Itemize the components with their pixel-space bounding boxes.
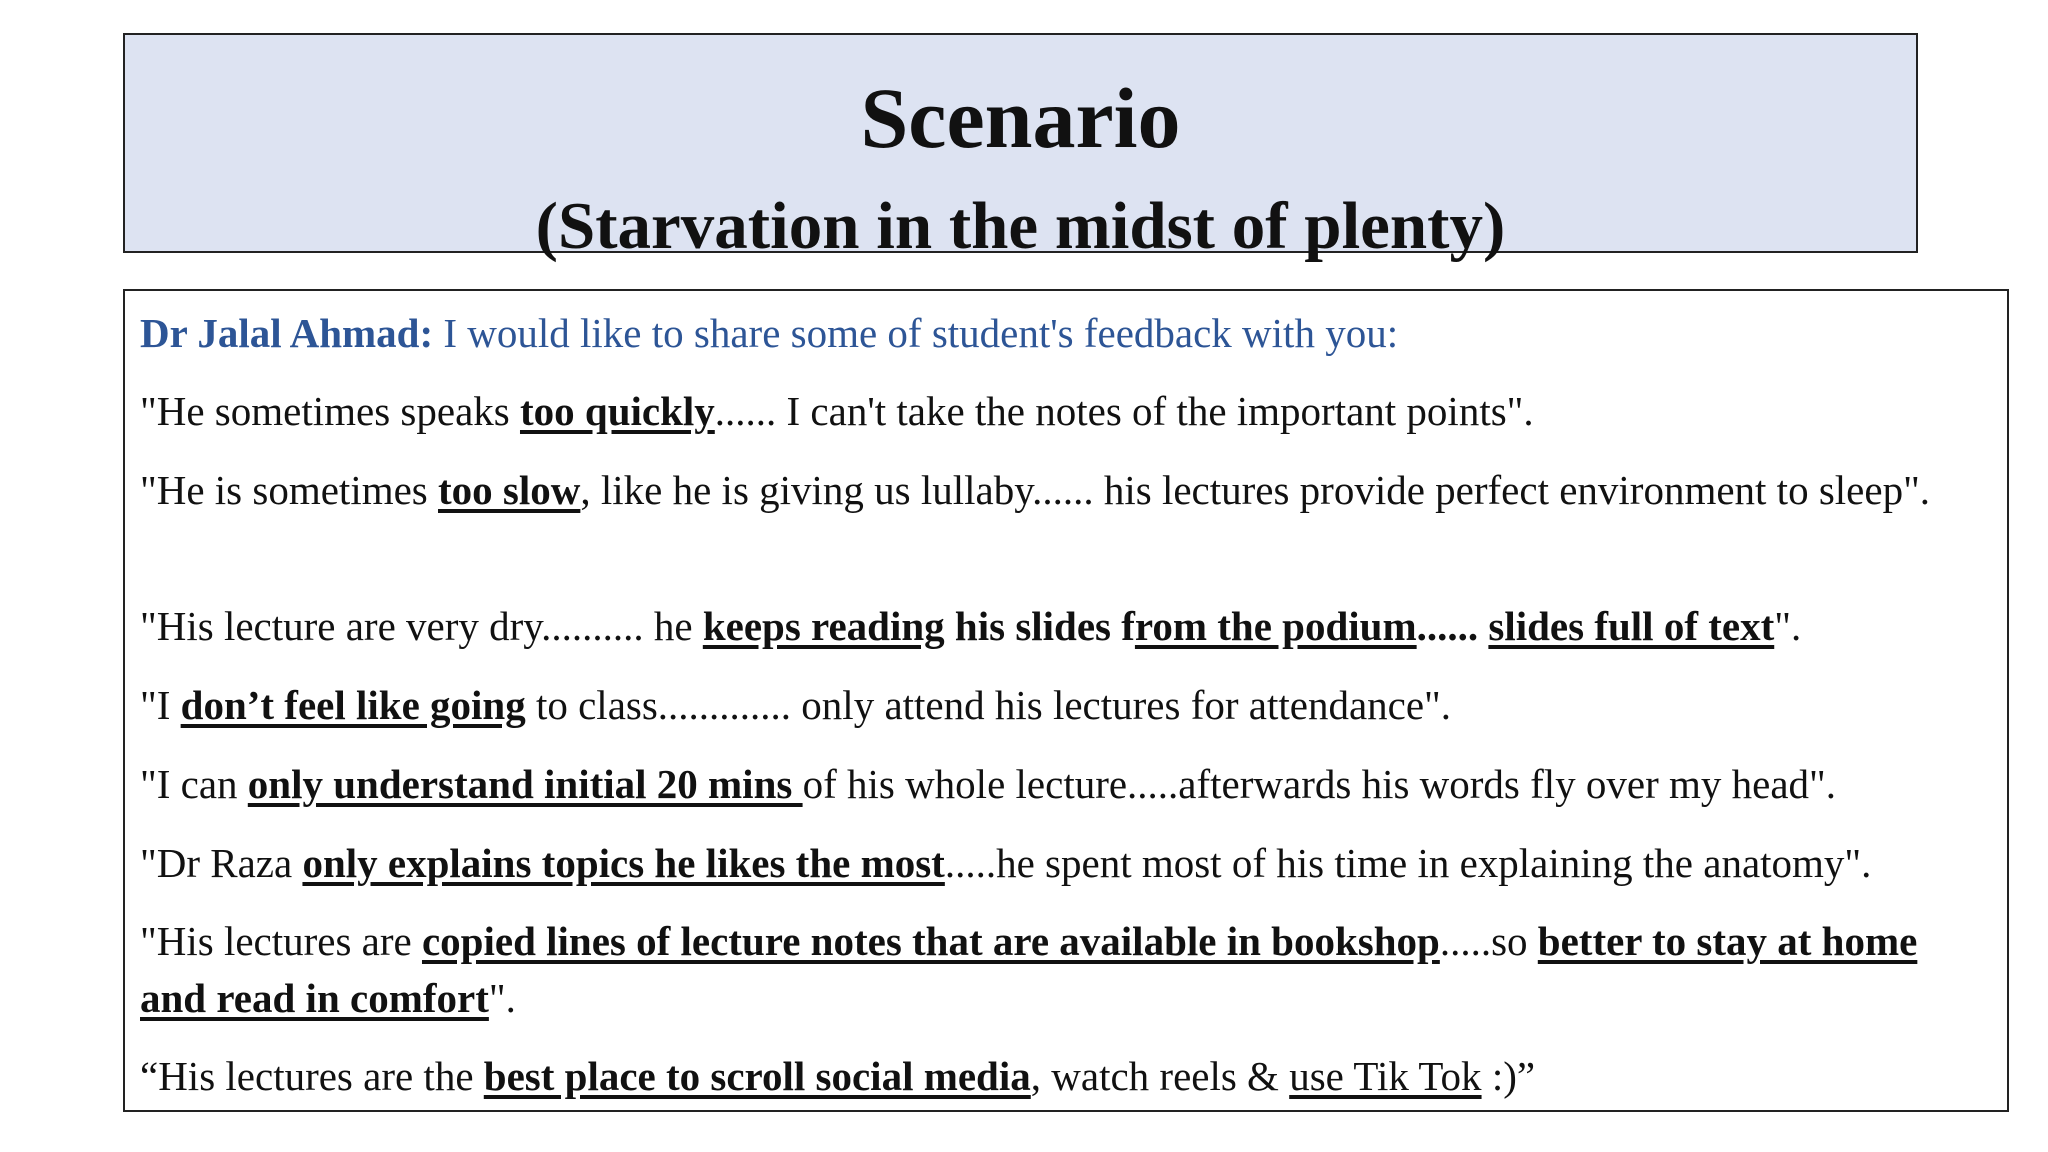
quote-text: "Dr Raza	[140, 840, 303, 886]
feedback-quote-5	[140, 756, 1990, 813]
quote-text: "He is sometimes	[140, 467, 439, 513]
quote-text: , like he is giving us lullaby...... his lectures provide perfect environment to sleep".	[580, 467, 1931, 513]
quote-text: ".	[488, 975, 516, 1021]
intro-text: I would like to share some of student's feedback with you:	[433, 310, 1399, 356]
feedback-quote-4	[140, 677, 1990, 734]
feedback-quote-3	[140, 598, 1990, 655]
feedback-quote-8	[140, 1048, 1990, 1105]
quote-text: "His lecture are very dry.......... he	[140, 603, 703, 649]
speaker-name: Dr Jalal Ahmad:	[140, 310, 434, 356]
slide-subtitle: (Starvation in the midst of plenty)	[535, 189, 1506, 263]
quote-bold: ......	[1416, 603, 1479, 649]
quote-emphasis: best place to scroll social media	[483, 1053, 1031, 1099]
quote-emphasis: don’t feel like going	[180, 682, 526, 728]
quote-emphasis: copied lines of lecture notes that are available in bookshop	[421, 918, 1440, 964]
quote-text: ...... I can't take the notes of the important points".	[714, 388, 1534, 434]
quote-emphasis: keeps reading	[702, 603, 945, 649]
quote-text: , watch reels &	[1030, 1053, 1290, 1099]
feedback-quote-6	[140, 835, 1990, 892]
speaker-intro	[140, 310, 1398, 356]
quote-emphasis: too quickly	[519, 388, 715, 434]
intro-line	[140, 305, 1990, 362]
quote-text: of his whole lecture.....afterwards his words fly over my head".	[802, 761, 1837, 807]
quote-text: ".	[1774, 603, 1802, 649]
quote-emphasis: slides full of text	[1488, 603, 1775, 649]
quote-text: to class............. only attend his lectures for attendance".	[525, 682, 1452, 728]
quote-text: "I can	[140, 761, 248, 807]
title-box	[123, 33, 1918, 263]
quote-emphasis: only understand initial 20 mins	[247, 761, 803, 807]
quote-text: .....he spent most of his time in explaining the anatomy".	[944, 840, 1872, 886]
quote-text: .....so	[1439, 918, 1538, 964]
quote-emphasis: rom the podium	[1134, 603, 1417, 649]
quote-emphasis: too slow	[438, 467, 581, 513]
feedback-quote-2	[140, 462, 1990, 519]
quote-underline: use Tik Tok	[1289, 1053, 1482, 1099]
feedback-quote-1	[140, 383, 1990, 440]
quote-bold: his slides f	[944, 603, 1135, 649]
quote-text: "I	[140, 682, 181, 728]
feedback-box	[123, 289, 2009, 1112]
quote-text: "He sometimes speaks	[140, 388, 520, 434]
feedback-quote-7	[140, 913, 1990, 1027]
quote-emphasis: better to stay at home and read in comfort	[140, 918, 1918, 1021]
quote-text: “His lectures are the	[140, 1053, 484, 1099]
quote-emphasis: only explains topics he likes the most	[302, 840, 945, 886]
quote-text: "His lectures are	[140, 918, 422, 964]
quote-text: :)”	[1481, 1053, 1536, 1099]
slide-title: Scenario	[860, 70, 1181, 166]
